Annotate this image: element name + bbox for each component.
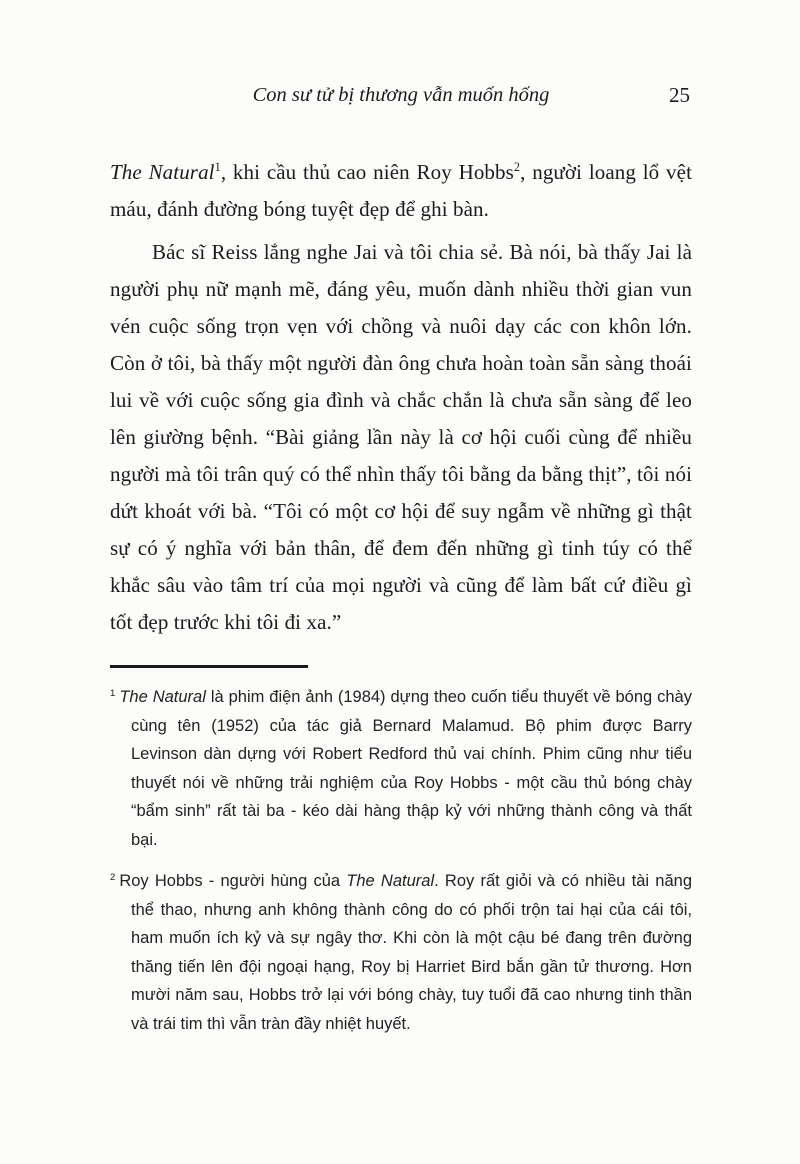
text-run: , người loang lổ vệt máu, đánh đường bóng tuyệt đẹp để ghi bàn. [110,160,693,221]
footnote [110,683,692,854]
text-run: , khi cầu thủ cao niên Roy Hobbs [220,160,514,184]
chapter-title: Con sư tử bị thương vẫn muốn hống [252,84,550,106]
text-run: The Natural [110,160,215,184]
body-text [110,154,692,641]
footnote-marker: 1 [110,687,116,699]
text-run: Bác sĩ Reiss lắng nghe Jai và tôi chia sẻ. Bà nói, bà thấy Jai là người phụ nữ mạnh mẽ, đáng yêu, muốn dành nhiều thời gian vun vén cuộc sống trọn vẹn với chồng và nuôi dạy các con khôn lớn. Còn ở tôi, bà thấy một người đàn ông chưa hoàn toàn sẵn sàng thoái lui về với cuộc sống gia đình và chắc chắn là chưa sẵn sàng để leo lên giường bệnh. “Bài giảng lần này là cơ hội cuối cùng để nhiều người mà tôi trân quý có thể nhìn thấy tôi bằng da bằng thịt”, tôi nói dứt khoát với bà. “Tôi có một cơ hội để suy ngẫm về những gì thật sự có ý nghĩa với bản thân, để đem đến những gì tinh túy có thể khắc sâu vào tâm trí của mọi người và cũng để làm bất cứ điều gì tốt đẹp trước khi tôi đi xa.” [110,240,692,634]
footnote-separator [110,665,308,668]
body-paragraph [110,234,692,641]
text-run: The Natural [119,688,206,706]
footnote [110,867,692,1038]
text-run: The Natural [346,872,435,890]
text-run: Roy Hobbs - người hùng của [119,872,347,890]
footnote-marker: 2 [110,871,116,883]
footnote-ref: 2 [513,160,521,174]
text-run: là phim điện ảnh (1984) dựng theo cuốn tiểu thuyết về bóng chày cùng tên (1952) của tác giả Bernard Malamud. Bộ phim được Barry Levinson dàn dựng với Robert Redford thủ vai chính. Phim cũng như tiểu thuyết nói về những trải nghiệm của Roy Hobbs - một cầu thủ bóng chày “bẩm sinh” rất tài ba - kéo dài hàng thập kỷ với những thành công và thất bại. [131,688,692,849]
running-header [110,82,692,108]
text-run: . Roy rất giỏi và có nhiều tài năng thể thao, nhưng anh không thành công do có phối trộn tai hại của cái tôi, ham muốn ích kỷ và sự ngây thơ. Khi còn là một cậu bé đang trên đường thăng tiến lên đội ngoại hạng, Roy bị Harriet Bird bắn gần tử thương. Hơn mười năm sau, Hobbs trở lại với bóng chày, tuy tuổi đã cao nhưng tinh thần và trái tim thì vẫn tràn đầy nhiệt huyết. [131,872,692,1033]
footnote-ref: 1 [214,160,221,174]
footnotes [110,683,692,1038]
page-number: 25 [669,83,690,107]
body-paragraph [110,154,692,228]
